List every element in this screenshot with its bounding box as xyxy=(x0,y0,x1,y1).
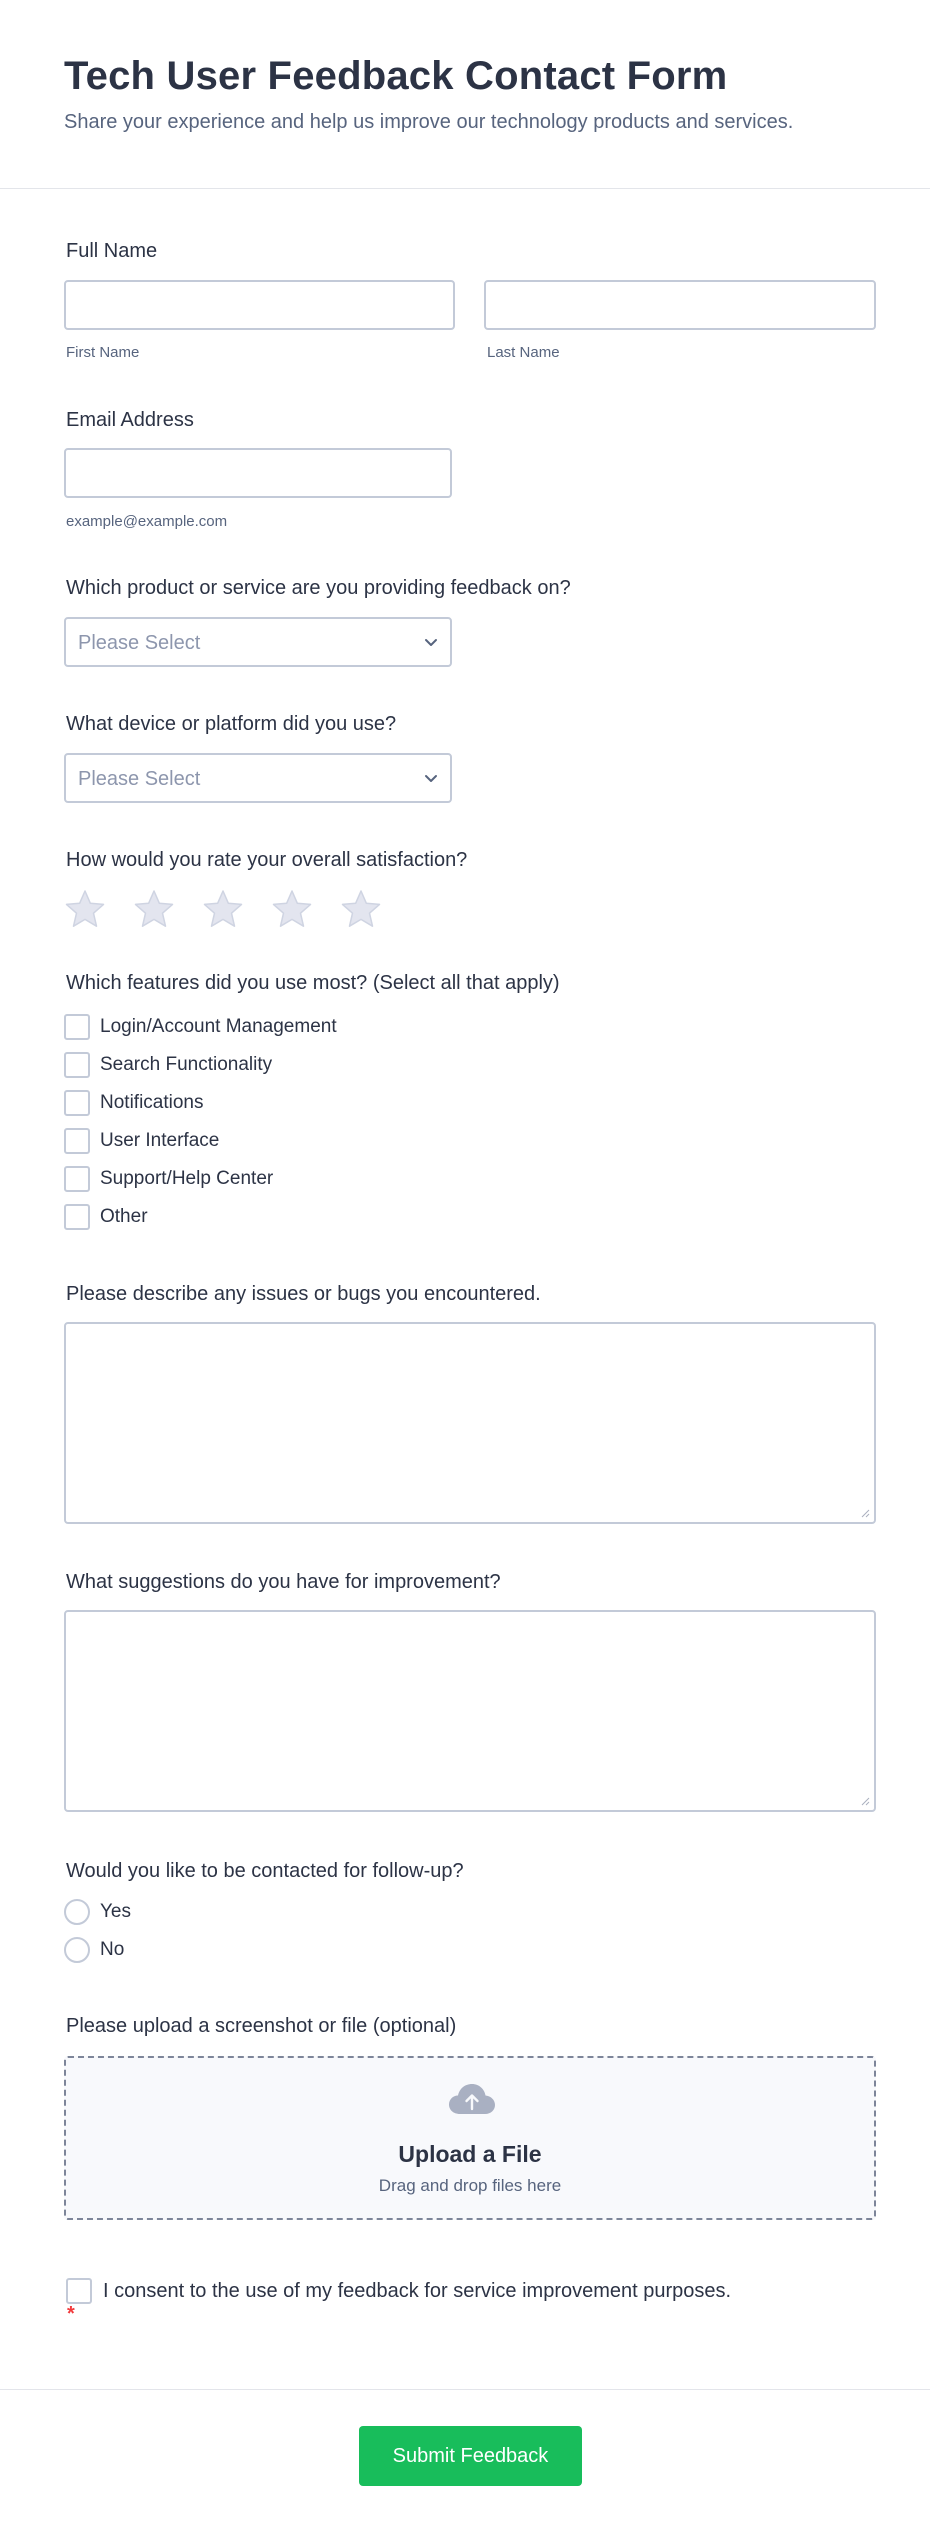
star-icon[interactable] xyxy=(271,888,313,930)
required-asterisk: * xyxy=(67,2303,75,2325)
first-name-input[interactable] xyxy=(64,280,455,330)
feature-option-label: Other xyxy=(100,1206,148,1227)
email-label: Email Address xyxy=(66,409,194,431)
feature-option-label: User Interface xyxy=(100,1130,220,1151)
radio-button[interactable] xyxy=(64,1937,90,1963)
features-label: Which features did you use most? (Select all that apply) xyxy=(66,972,560,994)
issues-label: Please describe any issues or bugs you encountered. xyxy=(66,1283,541,1305)
feature-option-label: Search Functionality xyxy=(100,1054,273,1075)
feature-option-label: Support/Help Center xyxy=(100,1168,274,1189)
star-icon[interactable] xyxy=(340,888,382,930)
email-input[interactable] xyxy=(64,448,452,498)
followup-label: Would you like to be contacted for follow-up? xyxy=(66,1860,464,1882)
checkbox[interactable] xyxy=(64,1166,90,1192)
upload-label: Please upload a screenshot or file (optional) xyxy=(66,2015,457,2037)
product-select-value: Please Select xyxy=(78,632,201,654)
suggestions-label: What suggestions do you have for improvement? xyxy=(66,1571,501,1593)
full-name-label: Full Name xyxy=(66,240,158,262)
feature-option-label: Login/Account Management xyxy=(100,1016,337,1037)
last-name-input[interactable] xyxy=(484,280,876,330)
consent-checkbox[interactable] xyxy=(66,2278,92,2304)
checkbox[interactable] xyxy=(64,1052,90,1078)
form-subtitle: Share your experience and help us improve our technology products and services. xyxy=(64,111,794,133)
chevron-down-icon xyxy=(422,633,440,651)
form-footer xyxy=(0,2389,930,2534)
device-select-value: Please Select xyxy=(78,768,201,790)
feature-option-label: Notifications xyxy=(100,1092,204,1113)
first-name-sublabel: First Name xyxy=(66,344,140,361)
followup-option-label: No xyxy=(100,1939,125,1960)
star-icon[interactable] xyxy=(202,888,244,930)
file-upload-dropzone[interactable] xyxy=(64,2056,876,2220)
upload-title: Upload a File xyxy=(398,2141,542,2167)
form-header xyxy=(0,0,930,189)
device-select[interactable] xyxy=(64,753,452,803)
form-title: Tech User Feedback Contact Form xyxy=(64,54,728,98)
cloud-upload-icon xyxy=(448,2082,496,2118)
last-name-sublabel: Last Name xyxy=(487,344,560,361)
radio-button[interactable] xyxy=(64,1899,90,1925)
checkbox[interactable] xyxy=(64,1204,90,1230)
product-select[interactable] xyxy=(64,617,452,667)
star-icon[interactable] xyxy=(64,888,106,930)
email-sublabel: example@example.com xyxy=(66,513,228,530)
submit-button[interactable]: Submit Feedback xyxy=(359,2426,582,2486)
upload-subtitle: Drag and drop files here xyxy=(378,2176,562,2195)
device-label: What device or platform did you use? xyxy=(66,713,397,735)
checkbox[interactable] xyxy=(64,1014,90,1040)
chevron-down-icon xyxy=(422,769,440,787)
product-label: Which product or service are you providing feedback on? xyxy=(66,577,571,599)
resize-handle-icon[interactable] xyxy=(860,1508,870,1518)
resize-handle-icon[interactable] xyxy=(860,1796,870,1806)
followup-option-label: Yes xyxy=(100,1901,131,1922)
rating-label: How would you rate your overall satisfaction? xyxy=(66,849,468,871)
suggestions-textarea[interactable] xyxy=(64,1610,876,1812)
checkbox[interactable] xyxy=(64,1128,90,1154)
star-icon[interactable] xyxy=(133,888,175,930)
issues-textarea[interactable] xyxy=(64,1322,876,1524)
checkbox[interactable] xyxy=(64,1090,90,1116)
consent-label: I consent to the use of my feedback for service improvement purposes. xyxy=(103,2280,732,2302)
